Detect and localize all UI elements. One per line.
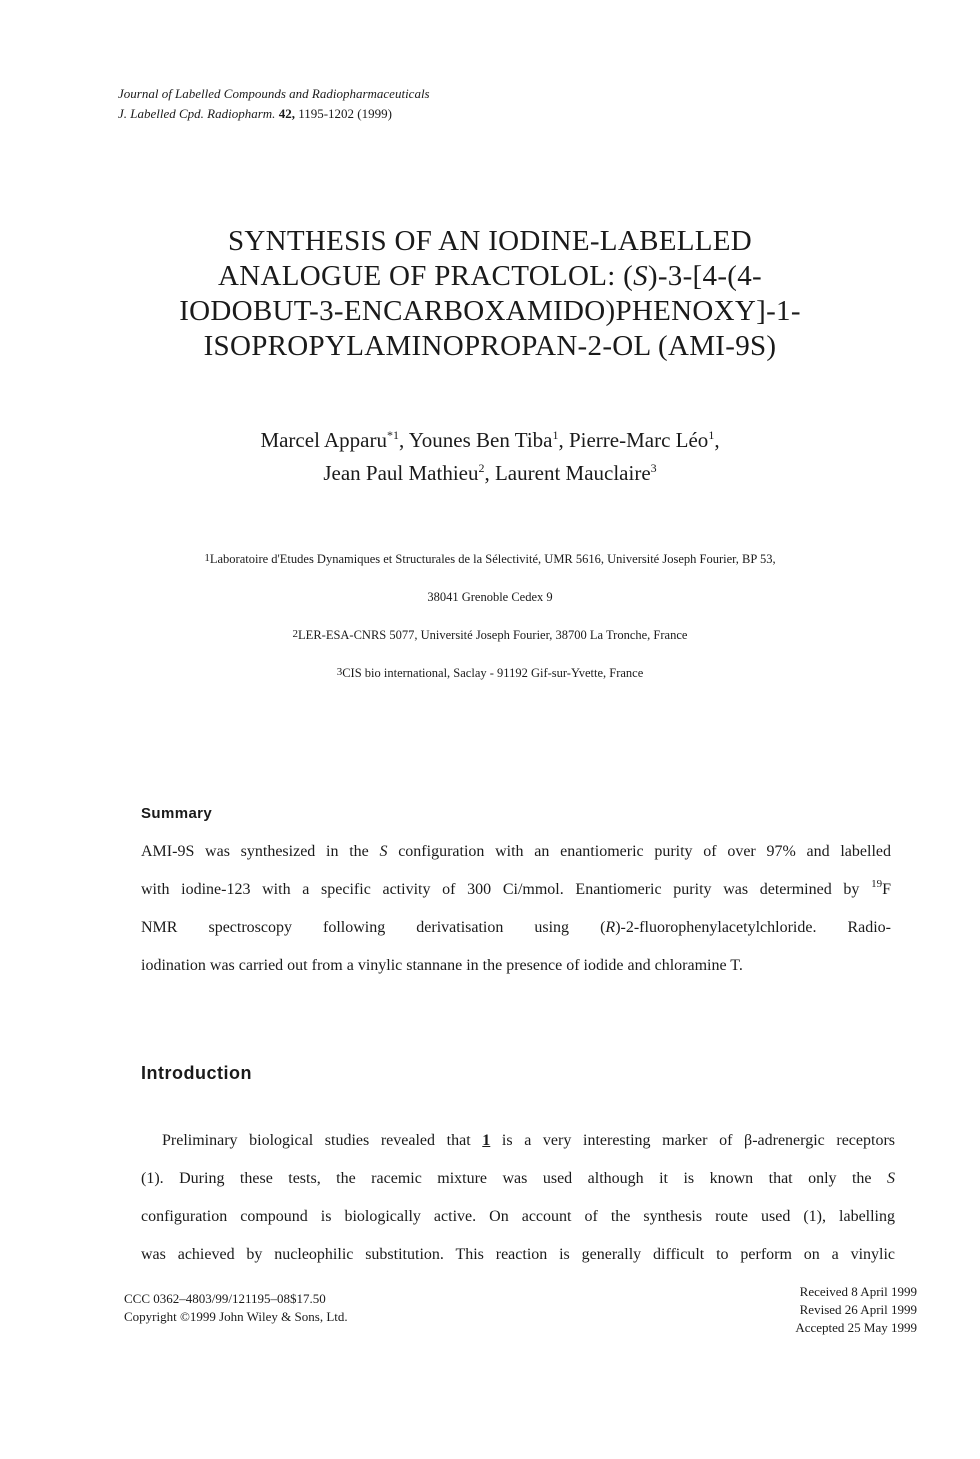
title-line-2-italic: S bbox=[633, 260, 648, 292]
author-affiliation-mark: 2 bbox=[478, 461, 485, 475]
intro-line bbox=[141, 1122, 895, 1160]
author-list bbox=[60, 424, 920, 490]
author-line-1: Marcel Apparu$^{*1}$, Younes Ben Tiba$^1$, Pierre-Marc Léo$^1$, bbox=[260, 428, 720, 452]
intro-line: was achieved by nucleophilic substitution. This reaction is generally difficult to perform on a vinylic bbox=[141, 1246, 895, 1263]
summary-body bbox=[141, 833, 891, 985]
title-line-2 bbox=[60, 259, 920, 294]
summary-line bbox=[141, 871, 891, 909]
affiliation-text: LER-ESA-CNRS 5077, Université Joseph Fourier, 38700 La Tronche, France bbox=[298, 628, 688, 642]
author-affiliation-mark: 1 bbox=[708, 428, 715, 442]
author-name: Younes Ben Tiba bbox=[408, 428, 553, 452]
text-run: AMI-9S was synthesized in the bbox=[141, 843, 380, 860]
text-run-italic: S bbox=[887, 1170, 895, 1187]
text-run: (1). During these tests, the racemic mixture was used although it is known that only the bbox=[141, 1170, 887, 1187]
text-run: F bbox=[882, 881, 891, 898]
introduction-body bbox=[141, 1122, 895, 1274]
journal-name: Journal of Labelled Compounds and Radiopharmaceuticals bbox=[118, 86, 430, 101]
intro-line: configuration compound is biologically active. On account of the synthesis route used (1), labelling bbox=[141, 1208, 895, 1225]
journal-citation bbox=[118, 104, 430, 124]
received-date: Received 8 April 1999 bbox=[799, 1284, 917, 1299]
text-run: )-2-fluorophenylacetylchloride. Radio- bbox=[615, 919, 892, 936]
copyright: Copyright ©1999 John Wiley & Sons, Ltd. bbox=[124, 1309, 348, 1324]
author-name: Pierre-Marc Léo bbox=[568, 428, 709, 452]
author-affiliation-mark: 3 bbox=[650, 461, 657, 475]
affiliation-mark: 2 bbox=[292, 628, 299, 640]
text-run-italic: S bbox=[379, 843, 388, 860]
journal-header bbox=[118, 84, 430, 124]
text-run-italic: R bbox=[605, 919, 616, 936]
superscript: 19 bbox=[871, 878, 883, 890]
text-run: is a very interesting marker of β-adrenergic receptors bbox=[490, 1132, 895, 1149]
author-affiliation-mark: *1 bbox=[386, 428, 399, 442]
ccc-code: CCC 0362–4803/99/121195–08$17.50 bbox=[124, 1291, 326, 1306]
affiliation-1 bbox=[60, 540, 920, 578]
title-line-2-before: ANALOGUE OF PRACTOLOL: ( bbox=[217, 260, 634, 292]
text-run: with iodine-123 with a specific activity of 300 Ci/mmol. Enantiomeric purity was determined by bbox=[141, 881, 872, 898]
affiliation-1-cont: 38041 Grenoble Cedex 9 bbox=[427, 590, 553, 604]
summary-line bbox=[141, 833, 891, 871]
title-line-2-after: )-3-[4-(4- bbox=[647, 260, 762, 292]
compound-ref: 1 bbox=[482, 1132, 491, 1149]
author-affiliation-mark: 1 bbox=[552, 428, 559, 442]
text-run: configuration with an enantiomeric purity of over 97% and labelled bbox=[387, 843, 891, 860]
affiliation-2 bbox=[60, 616, 920, 654]
title-line-4: ISOPROPYLAMINOPROPAN-2-OL (AMI-9S) bbox=[203, 330, 777, 362]
title-line-3: IODOBUT-3-ENCARBOXAMIDO)PHENOXY]-1- bbox=[179, 295, 801, 327]
citation-prefix: J. Labelled Cpd. Radiopharm. bbox=[118, 106, 276, 121]
affiliation-mark: 3 bbox=[336, 666, 343, 678]
text-run: NMR spectroscopy following derivatisation using ( bbox=[141, 919, 606, 936]
footer-dates bbox=[795, 1283, 917, 1337]
summary-line: iodination was carried out from a vinylic stannane in the presence of iodide and chloramine T. bbox=[141, 957, 743, 974]
affiliation-text: CIS bio international, Saclay - 91192 Gif-sur-Yvette, France bbox=[342, 666, 644, 680]
citation-volume: 42, bbox=[278, 106, 295, 121]
intro-line bbox=[141, 1160, 895, 1198]
citation-pages-year: 1195-1202 (1999) bbox=[298, 106, 392, 121]
accepted-date: Accepted 25 May 1999 bbox=[795, 1320, 917, 1335]
author-name: Laurent Mauclaire bbox=[494, 461, 651, 485]
summary-line bbox=[141, 909, 891, 947]
affiliation-3 bbox=[60, 654, 920, 692]
affiliation-mark: 1 bbox=[204, 552, 210, 564]
title-line-1: SYNTHESIS OF AN IODINE-LABELLED bbox=[227, 225, 753, 257]
paper-title bbox=[60, 224, 920, 364]
author-name: Marcel Apparu bbox=[260, 428, 387, 452]
summary-heading: Summary bbox=[141, 805, 213, 822]
author-line-2: Jean Paul Mathieu$^2$, Laurent Mauclaire$^3$ bbox=[323, 461, 657, 485]
affiliation-text: Laboratoire d'Etudes Dynamiques et Structurales de la Sélectivité, UMR 5616, Université Joseph Fourier, BP 53, bbox=[209, 552, 776, 566]
text-run: Preliminary biological studies revealed that bbox=[162, 1132, 483, 1149]
revised-date: Revised 26 April 1999 bbox=[799, 1302, 917, 1317]
footer-left bbox=[124, 1290, 348, 1326]
affiliations bbox=[60, 540, 920, 692]
introduction-heading: Introduction bbox=[141, 1063, 252, 1083]
author-name: Jean Paul Mathieu bbox=[323, 461, 479, 485]
